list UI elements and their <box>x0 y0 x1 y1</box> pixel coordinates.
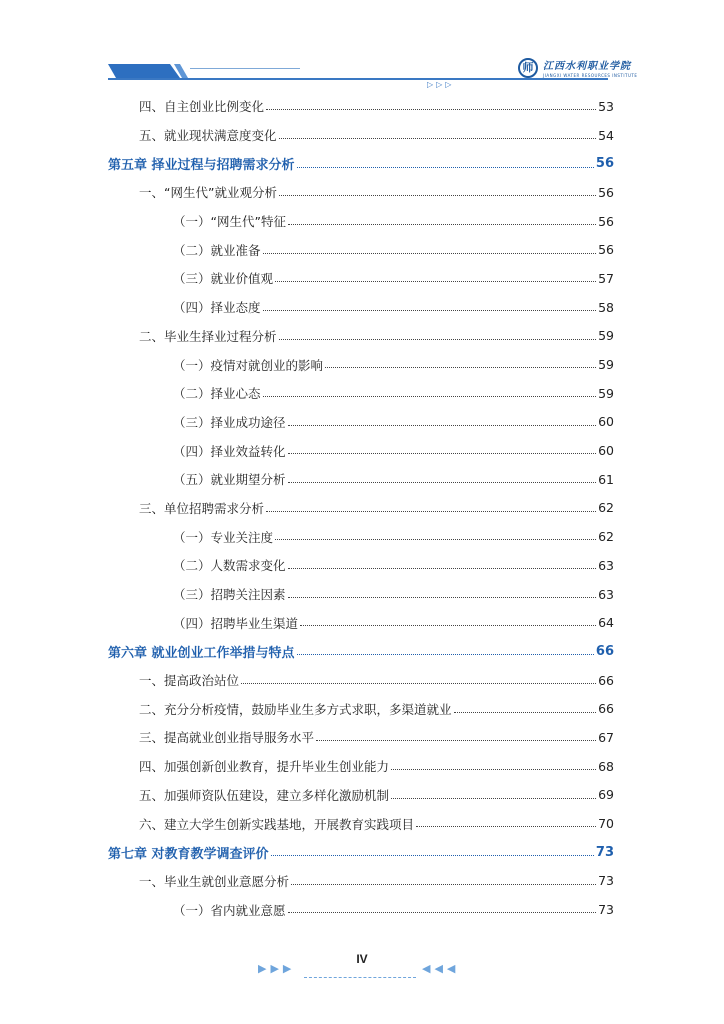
toc-entry[interactable] <box>108 608 614 637</box>
toc-entry-title: （二）就业准备 <box>173 242 261 258</box>
toc-entry-title: （三）择业成功途径 <box>173 414 286 430</box>
toc-entry-page: 61 <box>598 471 614 487</box>
toc-entry-page: 73 <box>598 873 614 889</box>
toc-entry-title: （三）招聘关注因素 <box>173 587 286 603</box>
footer-dashed-line <box>304 977 416 978</box>
toc-entry[interactable] <box>108 322 614 351</box>
toc-entry[interactable] <box>108 121 614 150</box>
toc-entry-title: 五、加强师资队伍建设，建立多样化激励机制 <box>139 787 390 803</box>
toc-entry-title: （四）择业态度 <box>173 300 261 316</box>
page-header <box>0 0 724 100</box>
toc-entry-title: （二）择业心态 <box>173 386 261 402</box>
logo-text <box>543 57 637 78</box>
toc-entry-page: 66 <box>598 672 614 688</box>
toc-dot-leader <box>266 498 596 512</box>
toc-entry-title: 六、建立大学生创新实践基地，开展教育实践项目 <box>139 816 415 832</box>
toc-dot-leader <box>241 670 596 684</box>
toc-entry[interactable] <box>108 781 614 810</box>
toc-dot-leader <box>297 641 594 655</box>
toc-dot-leader <box>288 211 596 225</box>
toc-entry-title: 一、“网生代”就业观分析 <box>139 185 277 201</box>
toc-entry[interactable] <box>108 522 614 551</box>
toc-entry-page: 73 <box>595 844 614 860</box>
toc-dot-leader <box>263 240 596 254</box>
toc-entry-page: 63 <box>598 586 614 602</box>
toc-entry-page: 70 <box>598 816 614 832</box>
toc-dot-leader <box>263 383 596 397</box>
toc-entry-page: 64 <box>598 615 614 631</box>
toc-entry[interactable] <box>108 178 614 207</box>
footer-right-arrow-icons: ▶▶▶ <box>258 962 296 975</box>
toc-entry-title: （一）省内就业意愿 <box>173 902 286 918</box>
toc-dot-leader <box>288 470 596 484</box>
toc-entry-title: 第六章 就业创业工作举措与特点 <box>108 645 295 661</box>
toc-dot-leader <box>275 269 596 283</box>
toc-entry-title: （二）人数需求变化 <box>173 558 286 574</box>
toc-dot-leader <box>291 871 596 885</box>
table-of-contents <box>108 92 614 924</box>
toc-entry[interactable] <box>108 580 614 609</box>
toc-entry[interactable] <box>108 723 614 752</box>
toc-entry-title: （四）择业效益转化 <box>173 443 286 459</box>
toc-dot-leader <box>316 728 596 742</box>
toc-entry-title: （五）就业期望分析 <box>173 472 286 488</box>
toc-dot-leader <box>297 154 594 168</box>
logo-chinese-name: 江西水利职业学院 <box>543 61 631 72</box>
toc-entry[interactable] <box>108 465 614 494</box>
toc-entry-title: 五、就业现状满意度变化 <box>139 128 277 144</box>
toc-entry-page: 69 <box>598 787 614 803</box>
toc-entry-page: 60 <box>598 414 614 430</box>
toc-chapter-entry[interactable] <box>108 838 614 867</box>
toc-entry-title: （四）招聘毕业生渠道 <box>173 615 299 631</box>
toc-entry-title: 二、充分分析疫情，鼓励毕业生多方式求职，多渠道就业 <box>139 701 452 717</box>
logo-english-name: JIANGXI WATER RESOURCES INSTITUTE <box>543 73 638 78</box>
toc-dot-leader <box>275 527 596 541</box>
toc-entry-page: 59 <box>598 385 614 401</box>
page-number: IV <box>356 952 368 966</box>
toc-entry[interactable] <box>108 867 614 896</box>
toc-dot-leader <box>391 756 596 770</box>
header-arrow-icons: ▷▷▷ <box>427 80 455 89</box>
toc-dot-leader <box>279 326 596 340</box>
toc-entry[interactable] <box>108 293 614 322</box>
toc-entry-title: （一）专业关注度 <box>173 529 274 545</box>
toc-entry-title: （一）疫情对就创业的影响 <box>173 357 324 373</box>
toc-entry-title: 二、毕业生择业过程分析 <box>139 328 277 344</box>
toc-entry[interactable] <box>108 809 614 838</box>
toc-dot-leader <box>279 183 596 197</box>
toc-dot-leader <box>288 441 596 455</box>
toc-entry-page: 59 <box>598 328 614 344</box>
toc-dot-leader <box>288 900 596 914</box>
toc-entry-page: 58 <box>598 299 614 315</box>
toc-entry-page: 62 <box>598 529 614 545</box>
header-rule <box>108 78 608 80</box>
toc-entry[interactable] <box>108 694 614 723</box>
school-logo <box>518 57 637 78</box>
toc-entry-page: 67 <box>598 729 614 745</box>
toc-entry[interactable] <box>108 666 614 695</box>
toc-entry[interactable] <box>108 207 614 236</box>
toc-chapter-entry[interactable] <box>108 149 614 178</box>
toc-dot-leader <box>279 125 596 139</box>
toc-dot-leader <box>454 699 596 713</box>
toc-entry[interactable] <box>108 379 614 408</box>
toc-entry-title: 三、单位招聘需求分析 <box>139 500 265 516</box>
toc-entry-page: 56 <box>598 184 614 200</box>
toc-entry[interactable] <box>108 235 614 264</box>
toc-entry[interactable] <box>108 895 614 924</box>
toc-entry-page: 66 <box>595 643 614 659</box>
toc-dot-leader <box>266 97 596 111</box>
toc-entry-page: 56 <box>598 242 614 258</box>
header-stripe-decoration <box>108 64 188 78</box>
toc-entry[interactable] <box>108 92 614 121</box>
toc-entry[interactable] <box>108 350 614 379</box>
toc-entry[interactable] <box>108 436 614 465</box>
toc-entry[interactable] <box>108 494 614 523</box>
toc-dot-leader <box>271 842 594 856</box>
toc-dot-leader <box>263 297 596 311</box>
toc-entry[interactable] <box>108 752 614 781</box>
toc-dot-leader <box>300 613 596 627</box>
toc-dot-leader <box>416 814 596 828</box>
toc-entry-title: 四、自主创业比例变化 <box>139 99 265 115</box>
toc-entry-page: 53 <box>598 98 614 114</box>
toc-chapter-entry[interactable] <box>108 637 614 666</box>
toc-entry-title: （一）“网生代”特征 <box>173 214 286 230</box>
toc-entry-page: 68 <box>598 758 614 774</box>
toc-entry-title: 第七章 对教育教学调查评价 <box>108 846 269 862</box>
toc-entry-page: 56 <box>598 213 614 229</box>
toc-dot-leader <box>288 556 596 570</box>
toc-entry-title: （三）就业价值观 <box>173 271 274 287</box>
toc-dot-leader <box>325 355 596 369</box>
logo-emblem-icon: 师 <box>518 58 538 78</box>
toc-entry-page: 66 <box>598 701 614 717</box>
toc-entry[interactable] <box>108 264 614 293</box>
toc-dot-leader <box>288 584 596 598</box>
toc-dot-leader <box>391 785 596 799</box>
footer-left-arrow-icons: ◀◀◀ <box>422 962 460 975</box>
toc-entry-page: 63 <box>598 557 614 573</box>
header-thin-line <box>190 68 300 69</box>
toc-entry-title: 四、加强创新创业教育，提升毕业生创业能力 <box>139 759 390 775</box>
page-footer <box>0 944 724 984</box>
toc-entry-page: 60 <box>598 443 614 459</box>
toc-entry-page: 56 <box>595 156 614 172</box>
toc-entry-title: 第五章 择业过程与招聘需求分析 <box>108 158 295 174</box>
toc-entry-page: 59 <box>598 357 614 373</box>
toc-entry-page: 57 <box>598 270 614 286</box>
toc-entry-title: 一、毕业生就创业意愿分析 <box>139 873 290 889</box>
toc-entry-title: 三、提高就业创业指导服务水平 <box>139 730 315 746</box>
toc-entry[interactable] <box>108 551 614 580</box>
toc-entry-page: 73 <box>598 902 614 918</box>
toc-entry-page: 62 <box>598 500 614 516</box>
toc-entry-page: 54 <box>598 127 614 143</box>
toc-entry-title: 一、提高政治站位 <box>139 673 240 689</box>
toc-dot-leader <box>288 412 596 426</box>
toc-entry[interactable] <box>108 408 614 437</box>
